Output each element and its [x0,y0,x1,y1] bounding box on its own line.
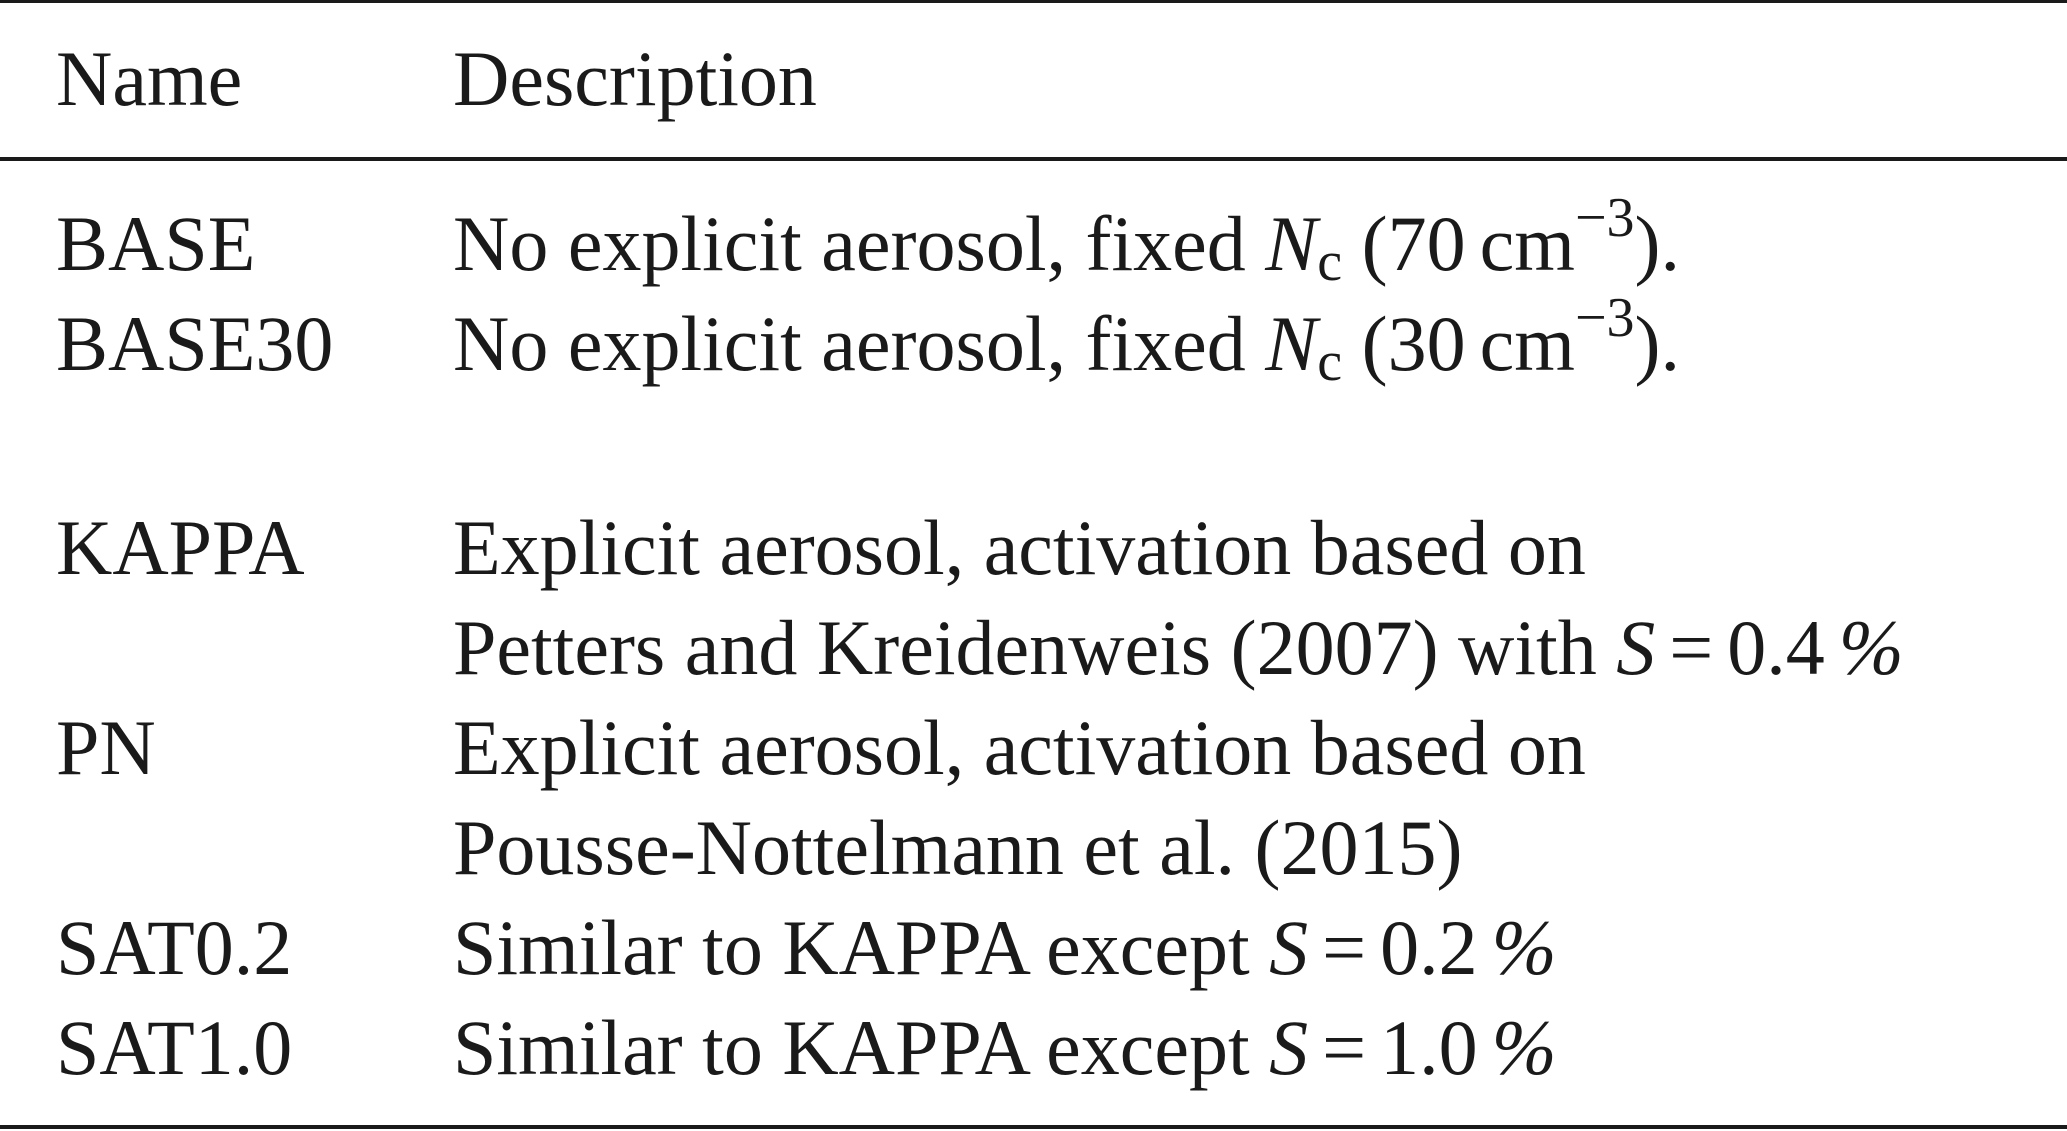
variable-symbol: S [1269,1004,1309,1091]
row-desc-kappa-line2 [453,604,1904,691]
value-text: 0.2 [1380,904,1478,991]
desc-text: No explicit aerosol, fixed [453,200,1266,287]
equals-sign: = [1669,604,1714,691]
unit-text: cm [1479,300,1575,387]
closing-text: ). [1634,200,1681,287]
row-name-kappa: KAPPA [56,504,305,591]
desc-text: Similar to KAPPA except [453,1004,1270,1091]
bottom-rule [0,1125,2067,1129]
value-text: (70 [1342,200,1466,287]
closing-text: ). [1634,300,1681,387]
row-name-base30: BASE30 [56,300,334,387]
row-desc-sat02 [453,904,1557,991]
unit-text: % [1491,1004,1557,1091]
value-text: (30 [1342,300,1466,387]
row-desc-sat10 [453,1004,1557,1091]
value-text: 1.0 [1380,1004,1478,1091]
superscript: −3 [1574,287,1635,349]
unit-text: cm [1479,200,1575,287]
superscript: −3 [1574,187,1635,249]
row-desc-base [453,187,1681,293]
subscript: c [1317,331,1343,393]
variable-symbol: N [1265,300,1318,387]
header-description: Description [453,35,817,122]
value-text: 0.4 [1727,604,1825,691]
row-name-pn: PN [56,704,156,791]
equals-sign: = [1322,904,1367,991]
desc-text: No explicit aerosol, fixed [453,300,1266,387]
desc-text: Similar to KAPPA except [453,904,1270,991]
row-desc-pn-line1: Explicit aerosol, activation based on [453,704,1586,791]
row-desc-kappa-line1: Explicit aerosol, activation based on [453,504,1586,591]
subscript: c [1317,231,1343,293]
header-rule [0,157,2067,161]
unit-text: % [1491,904,1557,991]
row-desc-pn-line2: Pousse-Nottelmann et al. (2015) [453,804,1463,891]
variable-symbol: N [1265,200,1318,287]
unit-text: % [1838,604,1904,691]
variable-symbol: S [1616,604,1656,691]
equals-sign: = [1322,1004,1367,1091]
row-name-sat02: SAT0.2 [56,904,293,991]
row-name-base: BASE [56,200,256,287]
header-name: Name [56,35,243,122]
row-desc-base30 [453,287,1681,393]
desc-text: Petters and Kreidenweis (2007) with [453,604,1617,691]
top-rule [0,0,2067,3]
variable-symbol: S [1269,904,1309,991]
row-name-sat10: SAT1.0 [56,1004,293,1091]
